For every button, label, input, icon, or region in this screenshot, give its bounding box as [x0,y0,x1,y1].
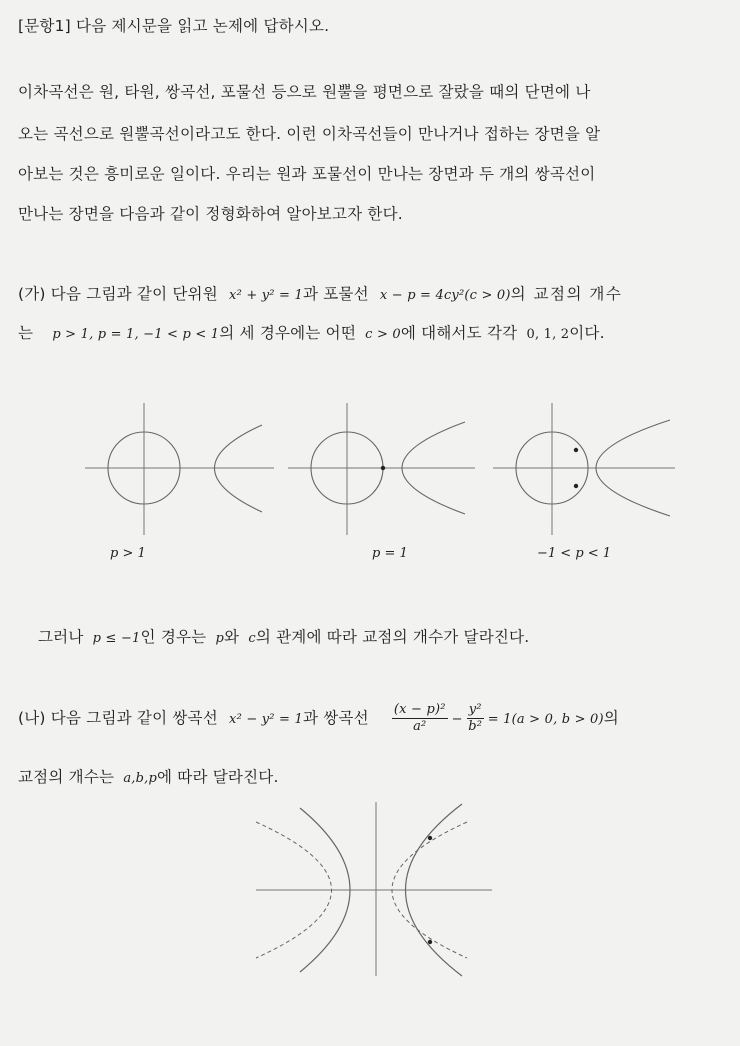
figure-circle-parabola-p-eq-1 [285,400,485,550]
section-ga-text-4: 는 [18,324,34,342]
unit-circle-equation: x² + y² = 1 [229,288,303,303]
minus-sign: − [451,712,463,727]
section-ga-text-1: (가) 다음 그림과 같이 단위원 [18,285,218,303]
figure-label-p-gt-1: p > 1 [110,546,146,561]
section-ga-line-2 [18,321,605,343]
section-na-line-2 [18,765,279,787]
fraction-1 [392,702,448,735]
intro-line-2: 오는 곡선으로 원뿔곡선이라고도 한다. 이런 이차곡선들이 만나거나 접하는 장면을 알 [18,125,601,143]
figure-circle-parabola-p-gt-1 [82,400,282,550]
fraction-2-denominator: b² [468,719,483,734]
intro-line-1: 이차곡선은 원, 타원, 쌍곡선, 포물선 등으로 원뿔을 평면으로 잘랐을 때의 단면에 나 [18,83,591,101]
intersection-counts: 0, 1, 2 [526,327,570,342]
section-na-line-1 [18,702,619,735]
section-ga-line-1 [18,282,622,304]
figure-label-p-between: −1 < p < 1 [537,546,612,561]
section-na-text-3: 의 [603,709,619,727]
figure-two-hyperbolas [252,800,502,980]
intro-line-4: 만나는 장면을 다음과 같이 정형화하여 알아보고자 한다. [18,205,403,223]
problem-header: [문항1] 다음 제시문을 읽고 논제에 답하시오. [18,17,330,35]
hyperbola-1-equation: x² − y² = 1 [229,712,303,727]
intro-line-3: 아보는 것은 흥미로운 일이다. 우리는 원과 포물선이 만나는 장면과 두 개의 쌍곡선이 [18,165,596,183]
section-ga-text-6: 에 대해서도 각각 [400,324,518,342]
figure-circle-parabola-p-between [490,400,690,550]
fraction-2-numerator: y² [468,702,482,717]
section-na-text-4: 교점의 개수는 [18,768,115,786]
hyperbola-2-condition: = 1(a > 0, b > 0) [487,712,604,727]
fraction-2 [467,702,484,735]
p-le-minus-1: p ≤ −1 [92,631,141,646]
fraction-1-denominator: a² [413,719,427,734]
note-text-3: 와 [224,628,240,646]
section-ga-text-7: 이다. [569,324,605,342]
p-cases: p > 1, p = 1, −1 < p < 1 [52,327,220,342]
parabola-equation: x − p = 4cy²(c > 0) [379,288,511,303]
note-text-4: 의 관계에 따라 교점의 개수가 달라진다. [255,628,530,646]
fraction-1-numerator: (x − p)² [393,702,446,717]
section-na-text-5: 에 따라 달라진다. [156,768,279,786]
c-condition: c > 0 [365,327,401,342]
note-text-1: 그러나 [38,628,84,646]
var-c: c [248,631,256,646]
section-na-text-1: (나) 다음 그림과 같이 쌍곡선 [18,709,218,727]
section-na-text-2: 과 쌍곡선 [302,709,369,727]
note-text-2: 인 경우는 [140,628,207,646]
note-line [38,625,529,647]
var-p: p [215,631,225,646]
section-ga-text-3: 의 교점의 개수 [510,285,623,303]
section-ga-text-5: 의 세 경우에는 어떤 [219,324,356,342]
figure-label-p-eq-1: p = 1 [372,546,408,561]
vars-a-b-p: a,b,p [123,771,157,786]
section-ga-text-2: 과 포물선 [302,285,369,303]
